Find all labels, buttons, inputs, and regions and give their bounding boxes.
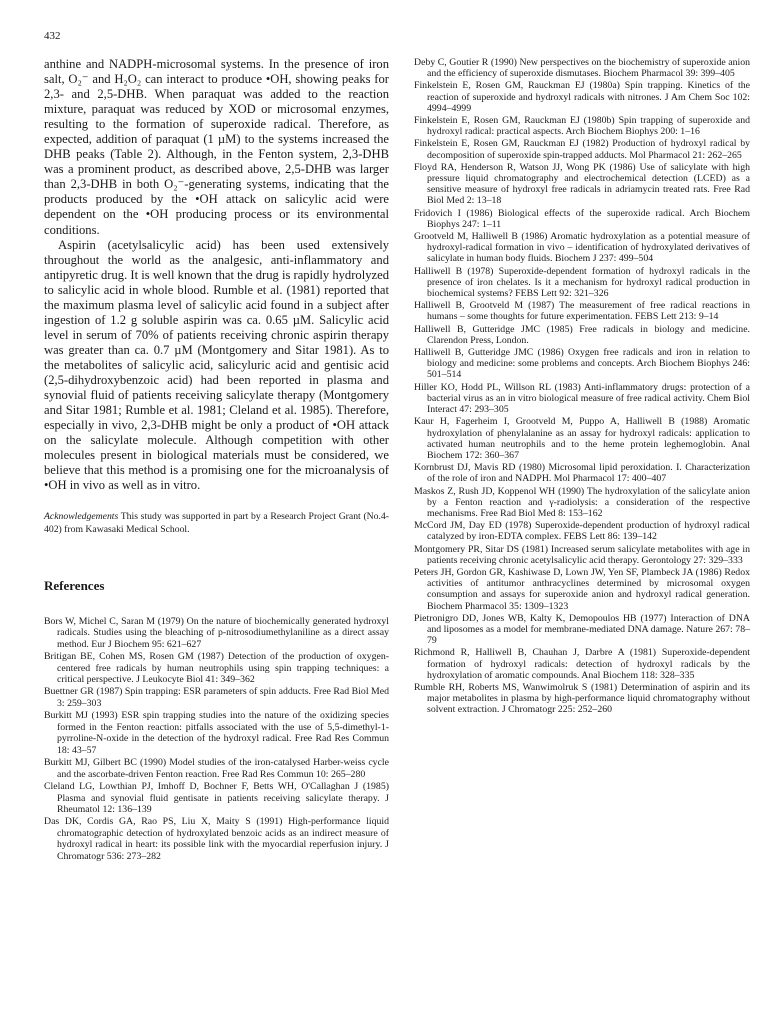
reference-item: Britigan BE, Cohen MS, Rosen GM (1987) Detection of the production of oxygen-centered free radicals by human neutrophils using spin trapping techniques: a critical perspective. J Leukocyte Biol 41: 349–362 — [44, 651, 389, 686]
reference-item: Grootveld M, Halliwell B (1986) Aromatic hydroxylation as a potential measure of hydroxyl-radical formation in vivo – identification of hydroxylated derivatives of salicylate in human body fluids. Biochem J 237: 499–504 — [414, 231, 750, 265]
reference-item: Richmond R, Halliwell B, Chauhan J, Darbre A (1981) Superoxide-dependent formation of hydroxyl radicals: detection of hydroxyl radicals by the hydroxylation of aromatic compounds. Anal Biochem 118: 328–335 — [414, 647, 750, 681]
reference-item: Finkelstein E, Rosen GM, Rauckman EJ (1982) Production of hydroxyl radical by decomposition of superoxide spin-trapped adducts. Mol Pharmacol 21: 262–265 — [414, 138, 750, 161]
acknowledgements-text: This study was supported in part by a Research Project Grant (No.4-402) from Kawasaki Medical School. — [44, 511, 389, 535]
reference-item: Cleland LG, Lowthian PJ, Imhoff D, Bochner F, Betts WH, O'Callaghan J (1985) Plasma and synovial fluid gentisate in patients receiving salicylate therapy. J Rheumatol 12: 136–139 — [44, 781, 389, 816]
reference-item: Finkelstein E, Rosen GM, Rauckman EJ (1980b) Spin trapping of superoxide and hydroxyl radical: practical aspects. Arch Biochem Biophys 200: 1–16 — [414, 115, 750, 138]
reference-item: Burkitt MJ, Gilbert BC (1990) Model studies of the iron-catalysed Harber-weiss cycle and the ascorbate-driven Fenton reaction. Free Rad Res Commun 10: 265–280 — [44, 757, 389, 780]
reference-item: Hiller KO, Hodd PL, Willson RL (1983) Anti-inflammatory drugs: protection of a bacterial virus as an in vitro biological measure of free radical activity. Chem Biol Interact 47: 293–305 — [414, 381, 750, 416]
reference-item: Halliwell B, Gutteridge JMC (1985) Free radicals in biology and medicine. Clarendon Press, London. — [414, 323, 750, 346]
reference-item: Halliwell B, Grootveld M (1987) The measurement of free radical reactions in humans – some thoughts for future experimentation. FEBS Lett 213: 9–14 — [414, 300, 750, 323]
reference-item: Bors W, Michel C, Saran M (1979) On the nature of biochemically generated hydroxyl radicals. Studies using the bleaching of p-nitrosodiumethylaniline as a direct assay method. Eur J Biochem 95: 621–627 — [44, 615, 389, 650]
reference-item: Burkitt MJ (1993) ESR spin trapping studies into the nature of the oxidizing species formed in the Fenton reaction: pitfalls associated with the use of 5,5-dimethyl-1-pyrroline-N-oxide in the detection of the hydroxyl radical. Free Rad Res Commun 18: 43–57 — [44, 710, 389, 756]
reference-list-right — [414, 57, 750, 716]
reference-item: Finkelstein E, Rosen GM, Rauckman EJ (1980a) Spin trapping. Kinetics of the reaction of superoxide and hydroxyl radicals with nitrones. J Am Chem Soc 102: 4994–4999 — [414, 80, 750, 114]
reference-item: Peters JH, Gordon GR, Kashiwase D, Lown JW, Yen SF, Plambeck JA (1986) Redox activities of antitumor anthracyclines determined by microsomal oxygen consumption and assays for superoxide anion and hydroxyl radical generation. Biochem Pharmacol 35: 1309–1323 — [414, 566, 750, 612]
reference-item: Deby C, Goutier R (1990) New perspectives on the biochemistry of superoxide anion and the efficiency of superoxide dismutases. Biochem Pharmacol 39: 399–405 — [414, 57, 750, 80]
reference-item: Maskos Z, Rush JD, Koppenol WH (1990) The hydroxylation of the salicylate anion by a Fenton reaction and γ-radiolysis: a consideration of the respective mechanisms. Free Rad Biol Med 8: 153–162 — [414, 485, 750, 519]
body-paragraph-1: anthine and NADPH-microsomal systems. In the presence of iron salt, O₂⁻ and H₂O₂ can interact to produce •OH, showing peaks for 2,3- and 2,5-DHB. When paraquat was added to the reaction mixture, paraquat was reduced by XOD or microsomal enzymes, resulting to the formation of superoxide radical. Therefore, as expected, addition of paraquat (1 µM) to the systems increased the DHB peaks (Table 2). Although, in the Fenton system, 2,3-DHB was a prominent product, as described above, 2,5-DHB was larger than 2,3-DHB in both O₂⁻-generating systems, indicating that the products produced by the •OH attack on salicylic acid were dependent on the •OH producing process or its environmental conditions. — [44, 57, 389, 237]
acknowledgements-label: Acknowledgements — [44, 511, 119, 523]
reference-item: Pietronigro DD, Jones WB, Kalty K, Demopoulos HB (1977) Interaction of DNA and liposomes as a model for membrane-mediated DNA damage. Nature 267: 78–79 — [414, 612, 750, 647]
reference-item: Rumble RH, Roberts MS, Wanwimolruk S (1981) Determination of aspirin and its major metabolites in plasma by high-performance liquid chromatography without solvent extraction. J Chromatogr 225: 252–260 — [414, 681, 750, 716]
reference-item: Halliwell B, Gutteridge JMC (1986) Oxygen free radicals and iron in relation to biology and medicine: some problems and concepts. Arch Biochem Biophys 246: 501–514 — [414, 347, 750, 381]
reference-item: Kornbrust DJ, Mavis RD (1980) Microsomal lipid peroxidation. I. Characterization of the role of iron and NADPH. Mol Pharmacol 17: 400–407 — [414, 462, 750, 485]
acknowledgements — [44, 511, 389, 535]
reference-item: Fridovich I (1986) Biological effects of the superoxide radical. Arch Biochem Biophys 247: 1–11 — [414, 207, 750, 230]
reference-item: Das DK, Cordis GA, Rao PS, Liu X, Maity S (1991) High-performance liquid chromatographic detection of hydroxylated benzoic acids as an indirect measure of hydroxyl radical in heart: its possible link with the myocardial reperfusion injury. J Chromatogr 536: 273–282 — [44, 816, 389, 862]
reference-item: Kaur H, Fagerheim I, Grootveld M, Puppo A, Halliwell B (1988) Aromatic hydroxylation of phenylalanine as an assay for hydroxyl radicals: application to activated human neutrophils and to the heme protein leghemoglobin. Anal Biochem 172: 360–367 — [414, 416, 750, 461]
right-column — [414, 57, 750, 717]
references-heading: References — [44, 577, 105, 593]
reference-item: Buettner GR (1987) Spin trapping: ESR parameters of spin adducts. Free Rad Biol Med 3: 259–303 — [44, 686, 389, 709]
left-column — [44, 57, 389, 863]
reference-item: Halliwell B (1978) Superoxide-dependent formation of hydroxyl radicals in the presence of iron chelates. Is it a mechanism for hydroxyl radical production in biochemical systems? FEBS Lett 92: 321–326 — [414, 265, 750, 300]
body-paragraph-2: Aspirin (acetylsalicylic acid) has been used extensively throughout the world as the analgesic, anti-inflammatory and antipyretic drug. It is well known that the drug is rapidly hydrolyzed to salicylic acid in whole blood. Rumble et al. (1981) reported that the maximum plasma level of salicylic acid found in a subject after ingestion of 1.2 g soluble aspirin was ca. 0.65 µM. Salicylic acid level in serum of 70% of patients receiving chronic aspirin therapy was greater than ca. 0.7 µM (Montgomery and Sitar 1981). As to the metabolites of salicylic acid, salicyluric acid and gentisic acid (2,5-dihydroxybenzoic acid) had been reported in plasma and synovial fluid of patients receiving salicylate therapy (Montgomery and Sitar 1981; Rumble et al. 1981; Cleland et al. 1985). Therefore, especially in vivo, 2,3-DHB might be only a product of •OH attack on the salicylate molecule. Although competition with other molecules present in biological materials must be considered, we believe that this method is a promising one for the microanalysis of •OH in vivo as well as in vitro. — [44, 237, 389, 493]
reference-list-left — [44, 616, 389, 863]
reference-item: McCord JM, Day ED (1978) Superoxide-dependent production of hydroxyl radical catalyzed by iron-EDTA complex. FEBS Lett 86: 139–142 — [414, 520, 750, 543]
page-number: 432 — [44, 30, 61, 42]
reference-item: Floyd RA, Henderson R, Watson JJ, Wong PK (1986) Use of salicylate with high pressure liquid chromatography and electrochemical detection (LCED) as a sensitive measure of hydroxyl free radicals in adriamycin treated rats. Free Rad Biol Med 2: 13–18 — [414, 161, 750, 207]
reference-item: Montgomery PR, Sitar DS (1981) Increased serum salicylate metabolites with age in patients receiving chronic acetylsalicylic acid therapy. Gerontology 27: 329–333 — [414, 543, 750, 566]
